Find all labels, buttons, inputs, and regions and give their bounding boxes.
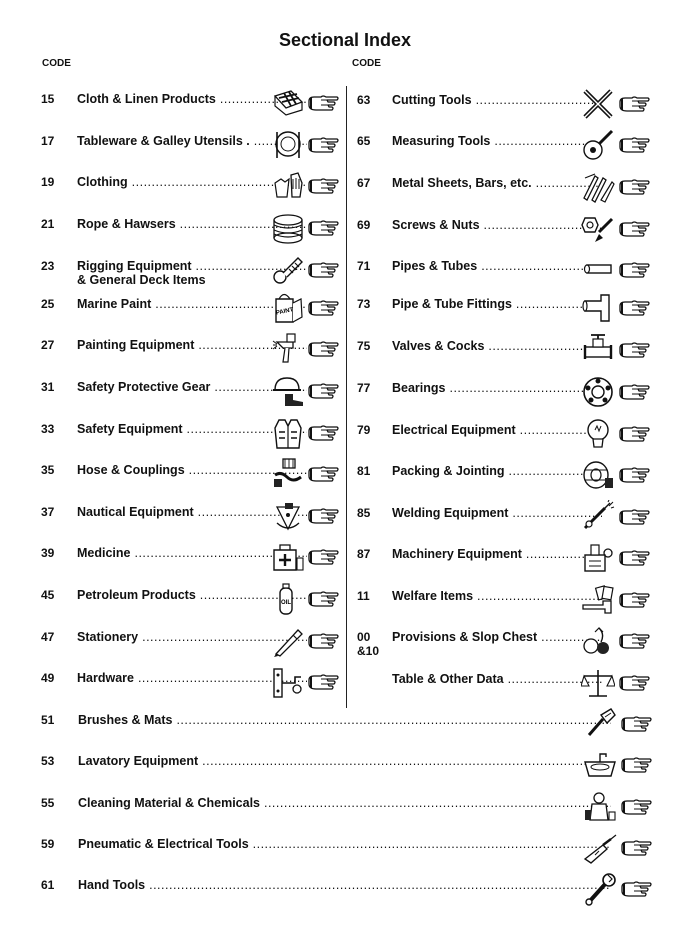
pointing-hand-icon [621, 715, 653, 733]
section-code [357, 630, 379, 658]
section-label: Pipes & Tubes [392, 259, 478, 273]
index-entry-tableware[interactable] [41, 134, 342, 160]
section-label: Marine Paint [77, 297, 152, 311]
index-entry-sink[interactable] [41, 754, 655, 780]
section-label: Measuring Tools [392, 134, 491, 148]
pointing-hand-icon [308, 261, 340, 279]
section-code: 25 [41, 297, 55, 311]
section-label-line2: & General Deck Items [77, 273, 206, 287]
pointing-hand-icon [308, 465, 340, 483]
cleaner-icon [583, 790, 617, 824]
section-code: 21 [41, 217, 55, 231]
section-code: 61 [41, 878, 55, 892]
hose-coupling-icon [271, 457, 305, 491]
index-entry-light-bulb[interactable] [357, 423, 653, 449]
metal-bars-icon [581, 170, 615, 204]
section-code: 65 [357, 134, 371, 148]
pointing-hand-icon [308, 94, 340, 112]
paint-can-label: PAINT [275, 307, 294, 317]
index-entry-packing[interactable] [357, 464, 653, 490]
section-code: 11 [357, 589, 370, 603]
pointing-hand-icon [621, 839, 653, 857]
section-code: 39 [41, 546, 55, 560]
section-code: 27 [41, 338, 55, 352]
section-code: 73 [357, 297, 371, 311]
index-entry-hinge[interactable] [41, 671, 342, 697]
pointing-hand-icon [308, 548, 340, 566]
section-label: Electrical Equipment [392, 423, 516, 437]
light-bulb-icon [581, 417, 615, 451]
section-code: 51 [41, 713, 55, 727]
pipe-cards-icon [581, 583, 615, 617]
section-code: 67 [357, 176, 371, 190]
welding-torch-icon [581, 500, 615, 534]
pointing-hand-icon [308, 299, 340, 317]
section-code: 69 [357, 218, 371, 232]
tableware-icon [271, 128, 305, 162]
section-label: Provisions & Slop Chest [392, 630, 538, 644]
paint-can-icon [271, 291, 305, 325]
pointing-hand-icon [619, 136, 651, 154]
index-entry-life-jacket[interactable] [41, 422, 342, 448]
index-entry-cutting-tools[interactable] [357, 93, 653, 119]
section-label: Cutting Tools [392, 93, 472, 107]
oil-can-label: OIL [281, 600, 291, 606]
section-code: 15 [41, 92, 55, 106]
section-label: Welding Equipment [392, 506, 509, 520]
pointing-hand-icon [308, 340, 340, 358]
index-entry-scale[interactable] [357, 672, 653, 698]
sextant-icon [271, 499, 305, 533]
section-code: 71 [357, 259, 371, 273]
section-label: Table & Other Data [392, 672, 504, 686]
section-code: 75 [357, 339, 371, 353]
pipe-fitting-icon [581, 291, 615, 325]
section-label: Nautical Equipment [77, 505, 194, 519]
section-label: Rope & Hawsers [77, 217, 176, 231]
section-label: Screws & Nuts [392, 218, 480, 232]
pointing-hand-icon [619, 674, 651, 692]
packing-icon [581, 458, 615, 492]
index-entry-fruit[interactable] [357, 630, 653, 656]
pipe-icon [581, 253, 615, 287]
section-label: Hardware [77, 671, 134, 685]
pointing-hand-icon [308, 219, 340, 237]
cutting-tools-icon [581, 87, 615, 121]
rigging-icon [271, 253, 305, 287]
index-entry-helmet-boot[interactable] [41, 380, 342, 406]
index-entry-rigging[interactable] [41, 259, 342, 285]
life-jacket-icon [271, 416, 305, 450]
section-code: 63 [357, 93, 371, 107]
section-code: 23 [41, 259, 55, 273]
section-label: Cleaning Material & Chemicals [78, 796, 261, 810]
section-code: 47 [41, 630, 55, 644]
section-label: Metal Sheets, Bars, etc. [392, 176, 532, 190]
pointing-hand-icon [619, 466, 651, 484]
index-entry-valve[interactable] [357, 339, 653, 365]
spray-gun-icon [271, 332, 305, 366]
section-code: 49 [41, 671, 55, 685]
index-entry-metal-bars[interactable] [357, 176, 653, 202]
index-entry-pipe-fitting[interactable] [357, 297, 653, 323]
index-entry-linen[interactable] [41, 92, 342, 118]
index-entry-power-drill[interactable] [41, 837, 655, 863]
index-entry-clothing[interactable] [41, 175, 342, 201]
section-label: Packing & Jointing [392, 464, 505, 478]
index-entry-machinery[interactable] [357, 547, 653, 573]
index-entry-welding-torch[interactable] [357, 506, 653, 532]
code-header-left: CODE [42, 58, 71, 69]
brush-icon [583, 707, 617, 741]
scale-icon [581, 666, 615, 700]
pointing-hand-icon [619, 261, 651, 279]
section-code: 59 [41, 837, 55, 851]
index-entry-sextant[interactable] [41, 505, 342, 531]
section-label: Petroleum Products [77, 588, 196, 602]
pointing-hand-icon [619, 508, 651, 526]
pointing-hand-icon [619, 95, 651, 113]
linen-icon [271, 86, 305, 120]
pointing-hand-icon [619, 383, 651, 401]
section-label: Safety Protective Gear [77, 380, 211, 394]
section-label: Safety Equipment [77, 422, 183, 436]
section-label: Brushes & Mats [78, 713, 173, 727]
pointing-hand-icon [308, 382, 340, 400]
pointing-hand-icon [621, 756, 653, 774]
pointing-hand-icon [619, 549, 651, 567]
code-header-right: CODE [352, 58, 381, 69]
wrench-icon [583, 872, 617, 906]
section-label: Hand Tools [78, 878, 146, 892]
pointing-hand-icon [619, 220, 651, 238]
section-label: Medicine [77, 546, 131, 560]
fruit-icon [581, 624, 615, 658]
pointing-hand-icon [308, 507, 340, 525]
pointing-hand-icon [619, 299, 651, 317]
helmet-boot-icon [271, 374, 305, 408]
section-code: 77 [357, 381, 371, 395]
section-label: Bearings [392, 381, 446, 395]
section-code: 85 [357, 506, 371, 520]
section-code: 45 [41, 588, 55, 602]
section-code-line1: 00 [357, 630, 371, 644]
index-entry-hose-coupling[interactable] [41, 463, 342, 489]
section-label: Pneumatic & Electrical Tools [78, 837, 249, 851]
pointing-hand-icon [308, 673, 340, 691]
section-label: Lavatory Equipment [78, 754, 199, 768]
index-entry-pipe-cards[interactable] [357, 589, 653, 615]
section-code-line2: &10 [357, 644, 380, 658]
section-code: 79 [357, 423, 371, 437]
machinery-icon [581, 541, 615, 575]
section-label: Clothing [77, 175, 128, 189]
section-code: 17 [41, 134, 55, 148]
section-label: Stationery [77, 630, 139, 644]
pointing-hand-icon [621, 880, 653, 898]
index-entry-wrench[interactable] [41, 878, 655, 904]
pointing-hand-icon [308, 632, 340, 650]
pointing-hand-icon [619, 591, 651, 609]
section-code: 19 [41, 175, 55, 189]
pointing-hand-icon [621, 798, 653, 816]
section-code: 87 [357, 547, 371, 561]
index-entry-spray-gun[interactable] [41, 338, 342, 364]
index-entry-paint-can[interactable] [41, 297, 342, 323]
column-divider [346, 86, 347, 708]
bearing-icon [581, 375, 615, 409]
section-label: Machinery Equipment [392, 547, 522, 561]
index-entry-cleaner[interactable] [41, 796, 655, 822]
index-entry-brush[interactable] [41, 713, 655, 739]
section-label: Tableware & Galley Utensils . [77, 134, 250, 148]
index-entry-oil-can[interactable] [41, 588, 342, 614]
pointing-hand-icon [619, 425, 651, 443]
pointing-hand-icon [308, 590, 340, 608]
pointing-hand-icon [308, 136, 340, 154]
index-entry-bolt-nut[interactable] [357, 218, 653, 244]
section-code: 35 [41, 463, 55, 477]
page-title: Sectional Index [278, 30, 412, 50]
section-label: Valves & Cocks [392, 339, 485, 353]
pen-icon [271, 624, 305, 658]
section-code: 53 [41, 754, 55, 768]
pointing-hand-icon [619, 178, 651, 196]
index-entry-caliper[interactable] [357, 134, 653, 160]
bolt-nut-icon [581, 212, 615, 246]
index-entry-rope[interactable] [41, 217, 342, 243]
section-code: 33 [41, 422, 55, 436]
pointing-hand-icon [308, 177, 340, 195]
first-aid-kit-icon [271, 540, 305, 574]
pointing-hand-icon [619, 341, 651, 359]
index-entry-bearing[interactable] [357, 381, 653, 407]
pointing-hand-icon [619, 632, 651, 650]
section-label: Cloth & Linen Products [77, 92, 216, 106]
sink-icon [583, 748, 617, 782]
section-label: Hose & Couplings [77, 463, 185, 477]
power-drill-icon [583, 831, 617, 865]
oil-can-icon [271, 582, 305, 616]
index-entry-pipe[interactable] [357, 259, 653, 285]
hinge-icon [271, 665, 305, 699]
section-label: Rigging Equipment [77, 259, 192, 273]
index-entry-first-aid-kit[interactable] [41, 546, 342, 572]
valve-icon [581, 333, 615, 367]
index-entry-pen[interactable] [41, 630, 342, 656]
section-label: Pipe & Tube Fittings [392, 297, 512, 311]
section-code: 31 [41, 380, 55, 394]
section-code: 37 [41, 505, 55, 519]
pointing-hand-icon [308, 424, 340, 442]
section-label: Welfare Items [392, 589, 474, 603]
section-code: 55 [41, 796, 55, 810]
section-code: 81 [357, 464, 371, 478]
clothing-icon [271, 169, 305, 203]
rope-icon [271, 211, 305, 245]
section-label: Painting Equipment [77, 338, 195, 352]
caliper-icon [581, 128, 615, 162]
